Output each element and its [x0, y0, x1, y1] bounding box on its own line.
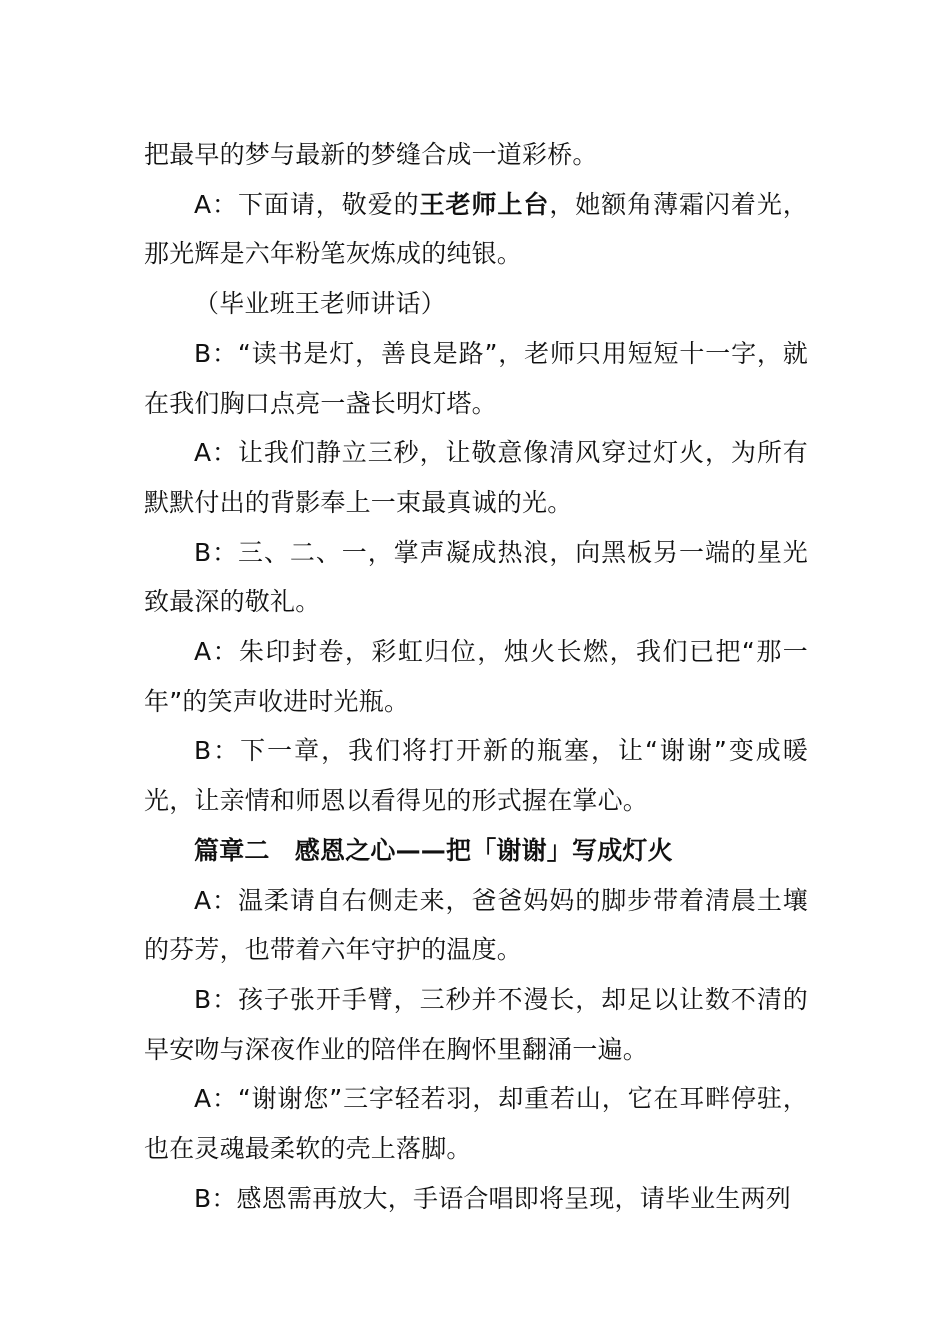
document-body [144, 130, 808, 1223]
paragraph-host-a: A：“谢谢您”三字轻若羽，却重若山，它在耳畔停驻，也在灵魂最柔软的壳上落脚。 [144, 1084, 808, 1164]
paragraph-host-a: A：朱印封卷，彩虹归位，烛火长燃，我们已把“那一年”的笑声收进时光瓶。 [144, 637, 808, 716]
paragraph-host-b: B：下一章，我们将打开新的瓶塞，让“谢谢”变成暖光，让亲情和师恩以看得见的形式握在掌心。 [144, 736, 808, 816]
paragraph-host-a: A：让我们静立三秒，让敬意像清风穿过灯火，为所有默默付出的背影奉上一束最真诚的光。 [144, 438, 808, 517]
paragraph-host-a: A：温柔请自右侧走来，爸爸妈妈的脚步带着清晨土壤的芬芳，也带着六年守护的温度。 [144, 885, 808, 965]
paragraph-host-b: B：孩子张开手臂，三秒并不漫长，却足以让数不清的早安吻与深夜作业的陪伴在胸怀里翻涌一遍。 [144, 984, 808, 1064]
paragraph-host-b: B：三、二、一，掌声凝成热浪，向黑板另一端的星光致最深的敬礼。 [144, 537, 808, 617]
paragraph-host-b: B：感恩需再放大，手语合唱即将呈现，请毕业生两列 [194, 1183, 791, 1213]
stage-direction: （毕业班王老师讲话） [194, 289, 447, 319]
paragraph-text: ，她额角薄霜闪着光，那光辉是六年粉笔灰炼成的纯银。 [144, 189, 808, 269]
paragraph-continuation: 把最早的梦与最新的梦缝合成一道彩桥。 [144, 140, 598, 169]
paragraph-text: A：下面请，敬爱的 [194, 189, 420, 219]
bold-emphasis: 王老师上台 [419, 189, 550, 219]
section-heading: 篇章二 感恩之心——把「谢谢」写成灯火 [194, 835, 673, 865]
paragraph-host-a-invite-teacher [144, 180, 808, 279]
paragraph-host-b: B：“读书是灯，善良是路”，老师只用短短十一字，就在我们胸口点亮一盏长明灯塔。 [144, 338, 808, 418]
